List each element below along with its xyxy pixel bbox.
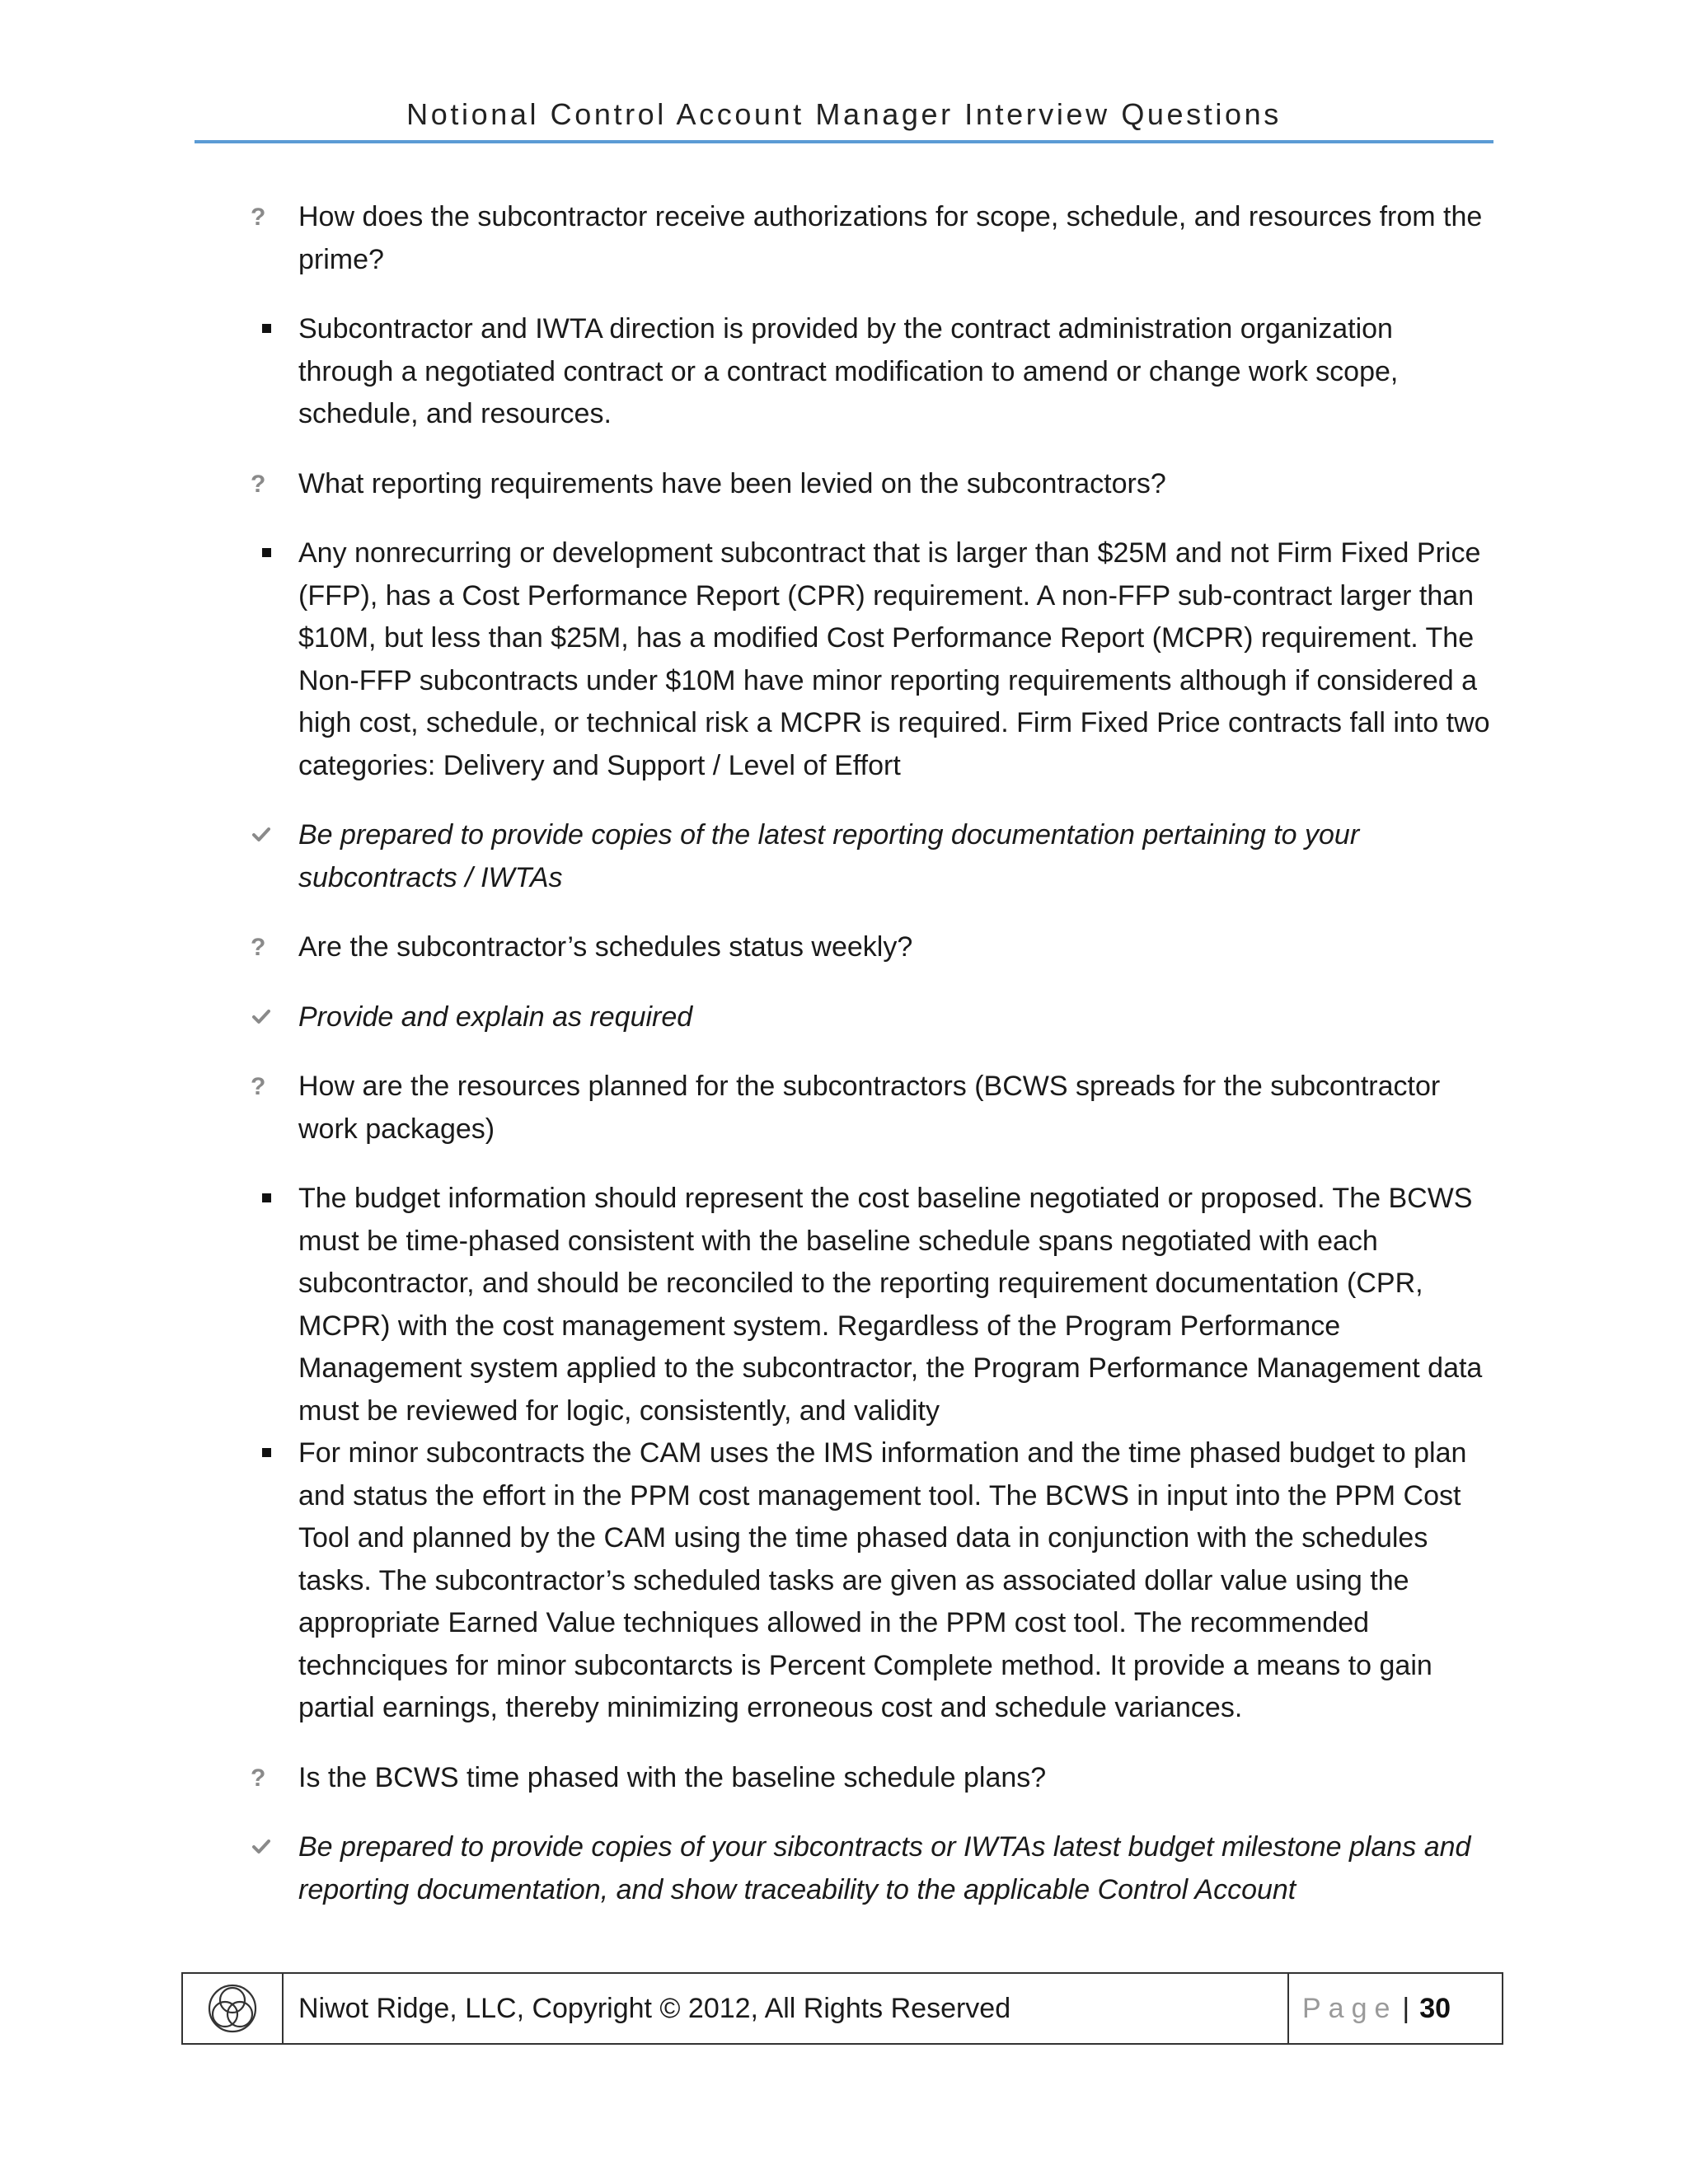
item-text: Be prepared to provide copies of your sibcontracts or IWTAs latest budget milestone plans and reporting documentation, and show traceability to the applicable Control Account: [298, 1831, 1471, 1905]
question-mark-icon: [239, 463, 272, 506]
check-item: [239, 996, 1492, 1039]
item-text: How are the resources planned for the subcontractors (BCWS spreads for the subcontractor work packages): [298, 1071, 1441, 1145]
item-text: What reporting requirements have been levied on the subcontractors?: [298, 467, 1166, 499]
square-bullet-icon: [239, 1178, 272, 1221]
checkmark-icon: [239, 814, 272, 857]
question-item: [239, 196, 1492, 281]
item-text: Be prepared to provide copies of the latest reporting documentation pertaining to your subcontracts / IWTAs: [298, 819, 1360, 893]
question-mark-icon: [239, 1757, 272, 1800]
item-text: Is the BCWS time phased with the baseline schedule plans?: [298, 1761, 1047, 1793]
bullet-item: [239, 308, 1492, 436]
bullet-item: [239, 1178, 1492, 1432]
square-bullet-icon: [239, 308, 272, 351]
check-item: [239, 1826, 1492, 1911]
checkmark-icon: [239, 1826, 272, 1869]
interlocking-rings-logo-icon: [183, 1974, 284, 2043]
item-text: Are the subcontractor’s schedules status weekly?: [298, 931, 913, 963]
page-label: Page: [1302, 1992, 1398, 2024]
question-mark-icon: [239, 196, 272, 239]
square-bullet-icon: [239, 532, 272, 575]
page-separator: |: [1402, 1992, 1410, 2024]
square-bullet-icon: [239, 1432, 272, 1475]
question-mark-icon: [239, 926, 272, 969]
page-number-cell: [1289, 1974, 1502, 2043]
item-text: Provide and explain as required: [298, 1001, 693, 1033]
question-item: [239, 926, 1492, 969]
item-text: Any nonrecurring or development subcontract that is larger than $25M and not Firm Fixed Price (FFP), has a Cost Performance Report (CPR) requirement. A non-FFP sub-contract larger than $10M, but less than $25M, has a modified Cost Performance Report (MCPR) requirement. The Non-FFP subcontracts under $10M have minor reporting requirements although if considered a high cost, schedule, or technical risk a MCPR is required. Firm Fixed Price contracts fall into two categories: Delivery and Support / Level of Effort: [298, 537, 1490, 781]
document-body: [239, 196, 1492, 1938]
header-divider: [195, 140, 1493, 143]
check-item: [239, 814, 1492, 899]
question-item: [239, 1066, 1492, 1151]
checkmark-icon: [239, 996, 272, 1039]
footer-copyright: Niwot Ridge, LLC, Copyright © 2012, All Rights Reserved: [284, 1974, 1289, 2043]
item-text: The budget information should represent the cost baseline negotiated or proposed. The BCWS must be time-phased consistent with the baseline schedule spans negotiated with each subcontractor, and should be reconciled to the reporting requirement documentation (CPR, MCPR) with the cost management system. Regardless of the Program Performance Management system applied to the subcontractor, the Program Performance Management data must be reviewed for logic, consistently, and validity: [298, 1183, 1483, 1427]
bullet-item: [239, 532, 1492, 787]
bullet-item: [239, 1432, 1492, 1730]
page-header-title: Notional Control Account Manager Interview Questions: [406, 97, 1282, 131]
question-mark-icon: [239, 1066, 272, 1108]
item-text: For minor subcontracts the CAM uses the IMS information and the time phased budget to plan and status the effort in the PPM cost management tool. The BCWS in input into the PPM Cost Tool and planned by the CAM using the time phased data in conjunction with the schedules tasks. The subcontractor’s scheduled tasks are given as associated dollar value using the appropriate Earned Value techniques allowed in the PPM cost tool. The recommended technciques for minor subcontarcts is Percent Complete method. It provide a means to gain partial earnings, thereby minimizing erroneous cost and schedule variances.: [298, 1437, 1467, 1723]
question-item: [239, 463, 1492, 506]
question-item: [239, 1757, 1492, 1800]
item-text: Subcontractor and IWTA direction is provided by the contract administration organization through a negotiated contract or a contract modification to amend or change work scope, schedule, and resources.: [298, 313, 1399, 429]
page-footer: [181, 1972, 1503, 2045]
page-number: 30: [1419, 1992, 1451, 2024]
item-text: How does the subcontractor receive authorizations for scope, schedule, and resources from the prime?: [298, 201, 1483, 275]
